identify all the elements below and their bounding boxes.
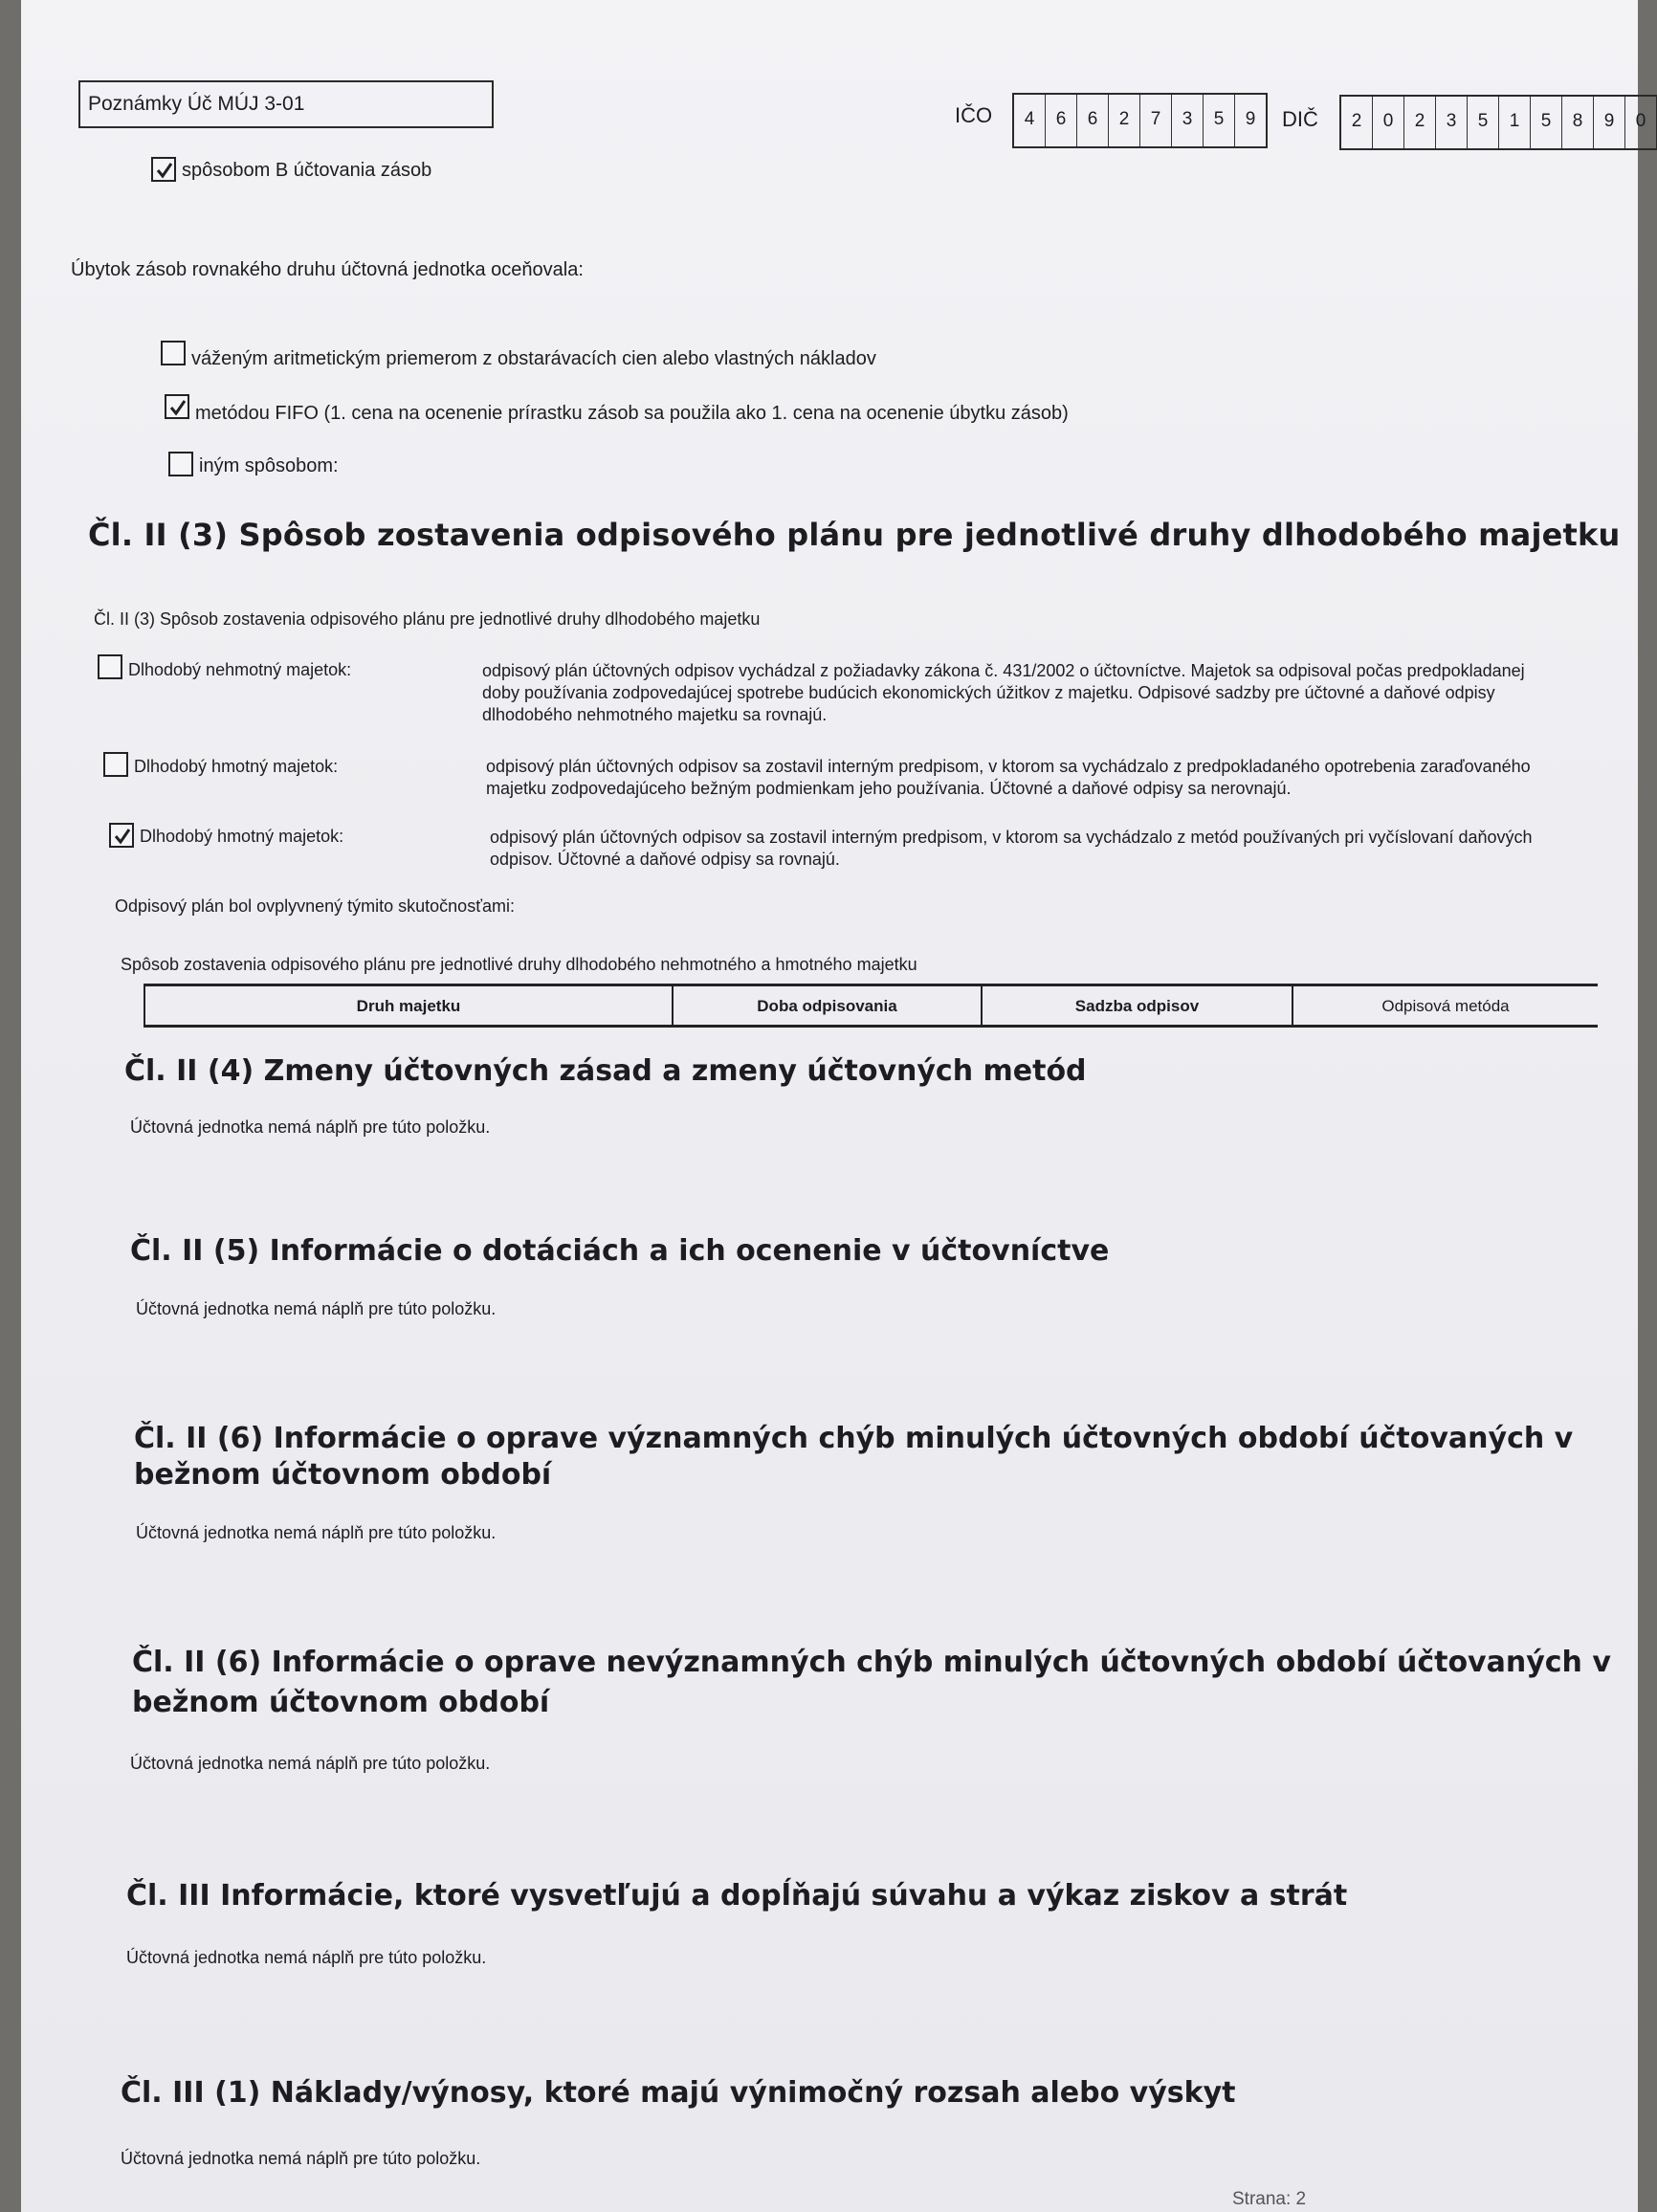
section-ii5-text: Účtovná jednotka nemá náplň pre túto položku. (136, 1299, 497, 1318)
other-method-checkbox[interactable] (168, 452, 193, 476)
table-caption: Spôsob zostavenia odpisového plánu pre jednotlivé druhy dlhodobého nehmotného a hmotného majetku (121, 955, 917, 974)
weighted-average-checkbox[interactable] (161, 341, 186, 365)
dic-digit: 2 (1404, 97, 1436, 148)
dic-digit: 8 (1562, 97, 1594, 148)
section-ii6-minor-heading-line2: bežnom účtovnom období (132, 1686, 550, 1719)
ico-digit: 3 (1172, 95, 1204, 146)
method-b-label: spôsobom B účtovania zásob (182, 160, 432, 181)
tangible-checkbox-1[interactable] (103, 752, 128, 777)
section-ii5-heading: Čl. II (5) Informácie o dotáciách a ich ocenenie v účtovníctve (130, 1234, 1110, 1268)
document-page (21, 0, 1646, 2212)
ico-digit: 7 (1140, 95, 1172, 146)
ico-digit: 9 (1245, 109, 1256, 129)
section-ii3-heading: Čl. II (3) Spôsob zostavenia odpisového plánu pre jednotlivé druhy dlhodobého majetku (88, 517, 1621, 553)
form-name-box: Poznámky Úč MÚJ 3-01 (78, 80, 494, 128)
section-iii-text: Účtovná jednotka nemá náplň pre túto položku. (126, 1948, 487, 1967)
ico-digit: 2 (1109, 95, 1140, 146)
section-iii1-heading: Čl. III (1) Náklady/výnosy, ktoré majú výnimočný rozsah alebo výskyt (121, 2076, 1236, 2110)
column-header-depreciation-period: Doba odpisovania (674, 986, 983, 1025)
tangible-description-2: odpisový plán účtovných odpisov sa zostavil interným predpisom, v ktorom sa vychádzalo z metód používaných pri vyčíslovaní daňových odpisov. Účtovné a daňové odpisy sa rovnajú. (490, 828, 1533, 869)
section-ii3-subheading: Čl. II (3) Spôsob zostavenia odpisového plánu pre jednotlivé druhy dlhodobého majetku (94, 609, 761, 629)
section-ii4-text: Účtovná jednotka nemá náplň pre túto položku. (130, 1117, 491, 1137)
column-header-depreciation-rate: Sadzba odpisov (983, 986, 1293, 1025)
column-header-asset-type: Druh majetku (145, 986, 674, 1025)
dic-digit: 5 (1531, 97, 1562, 148)
section-iii-heading: Čl. III Informácie, ktoré vysvetľujú a dopĺňajú súvahu a výkaz ziskov a strát (126, 1879, 1348, 1913)
dic-digit-boxes (1339, 95, 1657, 150)
tangible-label-1: Dlhodobý hmotný majetok: (134, 757, 339, 776)
dic-digit: 3 (1436, 97, 1468, 148)
intangible-description: odpisový plán účtovných odpisov vychádzal z požiadavky zákona č. 431/2002 o účtovníctve. Majetok sa odpisoval počas predpokladanej doby používania zodpovedajúcej spotrebe budúcich ekonomických úžitkov z majetku. Odpisové sadzby pre účtovné a daňové odpisy dlhodobého nehmotného majetku sa rovnajú. (482, 661, 1525, 724)
section-ii6-significant-text: Účtovná jednotka nemá náplň pre túto položku. (136, 1523, 497, 1542)
ico-digit: 6 (1046, 95, 1077, 146)
intangible-label: Dlhodobý nehmotný majetok: (128, 660, 352, 679)
fifo-label: metódou FIFO (1. cena na ocenenie prírastku zásob sa použila ako 1. cena na ocenenie úbytku zásob) (195, 403, 1069, 424)
inventory-question: Úbytok zásob rovnakého druhu účtovná jednotka oceňovala: (71, 259, 584, 280)
intangible-checkbox[interactable] (98, 654, 122, 679)
ico-digit: 5 (1204, 95, 1235, 146)
section-ii4-heading: Čl. II (4) Zmeny účtovných zásad a zmeny účtovných metód (124, 1054, 1087, 1088)
checkmark-icon (155, 161, 174, 180)
section-ii6-significant-heading-line2: bežnom účtovnom období (134, 1458, 552, 1492)
method-b-checkbox[interactable] (151, 157, 176, 182)
dic-digit: 1 (1499, 97, 1531, 148)
ico-digit: 6 (1077, 95, 1109, 146)
page-number: Strana: 2 (1232, 2189, 1307, 2209)
dic-digit: 0 (1635, 111, 1646, 131)
fifo-checkbox[interactable] (165, 394, 189, 419)
checkmark-icon (168, 398, 188, 417)
ico-digit-boxes (1012, 93, 1268, 148)
dic-label: DIČ (1282, 107, 1318, 131)
depreciation-table-header (144, 984, 1598, 1028)
dic-digit: 9 (1594, 97, 1625, 148)
dic-digit: 0 (1373, 97, 1404, 148)
column-header-depreciation-method: Odpisová metóda (1381, 997, 1510, 1015)
section-ii6-minor-text: Účtovná jednotka nemá náplň pre túto položku. (130, 1754, 491, 1773)
tangible-description-1: odpisový plán účtovných odpisov sa zostavil interným predpisom, v ktorom sa vychádzalo z predpokladaného opotrebenia zaraďovaného majetku zodpovedajúceho bežným podmienkam jeho používania. Účtovné a daňové odpisy sa nerovnajú. (486, 757, 1531, 798)
other-method-label: iným spôsobom: (199, 455, 339, 476)
checkmark-icon (113, 827, 132, 846)
dic-digit: 5 (1468, 97, 1499, 148)
influenced-text: Odpisový plán bol ovplyvnený týmito skutočnosťami: (115, 896, 515, 916)
ico-label: IČO (955, 103, 993, 127)
section-ii6-significant-heading-line1: Čl. II (6) Informácie o oprave významných chýb minulých účtovných období účtovaných v (134, 1422, 1574, 1455)
ico-digit: 4 (1014, 95, 1046, 146)
tangible-label-2: Dlhodobý hmotný majetok: (140, 827, 344, 846)
section-ii6-minor-heading-line1: Čl. II (6) Informácie o oprave nevýznamných chýb minulých účtovných období účtovaných v (132, 1646, 1611, 1679)
weighted-average-label: váženým aritmetickým priemerom z obstarávacích cien alebo vlastných nákladov (191, 348, 876, 369)
section-iii1-text: Účtovná jednotka nemá náplň pre túto položku. (121, 2149, 481, 2168)
dic-digit: 2 (1341, 97, 1373, 148)
tangible-checkbox-2[interactable] (109, 823, 134, 848)
